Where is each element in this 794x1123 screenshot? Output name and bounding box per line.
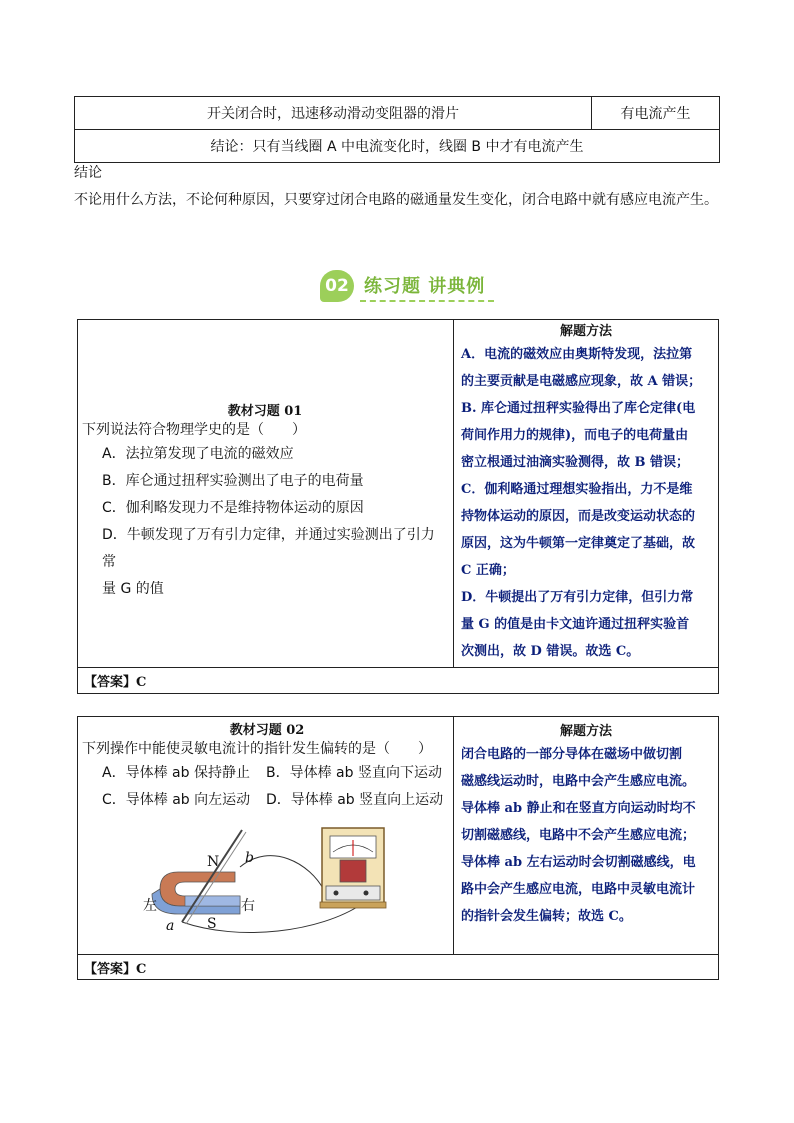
solution-line: C．伽利略通过理想实验指出，力不是维 xyxy=(461,482,693,497)
solution-line: 导体棒 ab 左右运动时会切割磁感线，电 xyxy=(461,855,696,870)
conclusion-label: 结论 xyxy=(74,165,102,181)
solution-line: 荷间作用力的规律)，而电子的电荷量由 xyxy=(461,428,689,443)
solution-line: 的主要贡献是电磁感应现象，故 A 错误； xyxy=(461,374,702,389)
solution-line: C 正确； xyxy=(461,563,515,578)
problem2-divider xyxy=(453,716,454,954)
left-direction-label: 左 xyxy=(143,898,157,914)
problem1-option-d: D．牛顿发现了万有引力定律，并通过实验测出了引力常 xyxy=(102,527,435,570)
problem2-option-d: D．导体棒 ab 竖直向上运动 xyxy=(266,792,444,808)
solution-line: 原因，这为牛顿第一定律奠定了基础，故 xyxy=(461,536,696,551)
problem2-question-block xyxy=(82,719,452,814)
problem1-option-d-cont: 量 G 的值 xyxy=(102,581,164,597)
conclusion-text: 不论用什么方法，不论何种原因，只要穿过闭合电路的磁通量发生变化，闭合电路中就有感应电流产生。 xyxy=(74,192,718,208)
problem1-divider xyxy=(453,319,454,667)
magnet-s-label: S xyxy=(207,916,217,932)
problem2-question: 下列操作中能使灵敏电流计的指针发生偏转的是（ ） xyxy=(82,741,432,757)
problem1-option-c: C．伽利略发现力不是维持物体运动的原因 xyxy=(102,500,364,516)
rod-end-b-label: b xyxy=(245,850,254,866)
right-direction-label: 右 xyxy=(241,898,255,914)
section-title: 练习题 讲典例 xyxy=(364,276,486,297)
problem1-solution xyxy=(461,320,711,665)
table-cell-operation: 开关闭合时，迅速移动滑动变阻器的滑片 xyxy=(75,97,592,130)
experiment-table xyxy=(74,96,720,163)
problem2-title: 教材习题 02 xyxy=(229,723,305,738)
section-header xyxy=(320,268,500,304)
rod-end-a-label: a xyxy=(166,918,175,934)
solution-line: 持物体运动的原因，而是改变运动状态的 xyxy=(461,509,696,524)
solution-line: 切割磁感线，电路中不会产生感应电流； xyxy=(461,828,696,843)
solution-line: 量 G 的值是由卡文迪许通过扭秤实验首 xyxy=(461,617,690,632)
problem2-answer-divider xyxy=(77,954,718,955)
table-cell-conclusion: 结论：只有当线圈 A 中电流变化时，线圈 B 中才有电流产生 xyxy=(75,130,720,163)
problem1-solution-title: 解题方法 xyxy=(559,324,612,339)
section-underline xyxy=(360,300,494,302)
table-cell-result: 有电流产生 xyxy=(592,97,720,130)
problem2-option-b: B．导体棒 ab 竖直向下运动 xyxy=(266,765,442,781)
problem1-title: 教材习题 01 xyxy=(227,404,303,419)
solution-line: B. 库仑通过扭秤实验得出了库仑定律(电 xyxy=(461,401,696,416)
problem2-option-c: C．导体棒 ab 向左运动 xyxy=(102,792,251,808)
solution-line: 导体棒 ab 静止和在竖直方向运动时均不 xyxy=(461,801,696,816)
induction-apparatus-figure xyxy=(140,822,400,940)
problem1-question-block xyxy=(82,400,448,603)
solution-line: A．电流的磁效应由奥斯特发现，法拉第 xyxy=(461,347,693,362)
galvanometer xyxy=(320,828,386,908)
magnet-n-label: N xyxy=(207,854,220,870)
section-number-badge: 02 xyxy=(320,270,354,302)
solution-line: 的指针会发生偏转；故选 C。 xyxy=(461,909,632,924)
solution-line: D．牛顿提出了万有引力定律，但引力常 xyxy=(461,590,694,605)
problem1-option-a: A．法拉第发现了电流的磁效应 xyxy=(102,446,294,462)
solution-line: 密立根通过油滴实验测得，故 B 错误； xyxy=(461,455,690,470)
solution-line: 磁感线运动时，电路中会产生感应电流。 xyxy=(461,774,696,789)
horseshoe-magnet xyxy=(152,872,240,914)
problem1-option-b: B．库仑通过扭秤实验测出了电子的电荷量 xyxy=(102,473,364,489)
problem1-answer: 【答案】C xyxy=(84,675,147,690)
solution-line: 次测出，故 D 错误。故选 C。 xyxy=(461,644,640,659)
problem2-option-a: A．导体棒 ab 保持静止 xyxy=(102,765,250,781)
problem1-question: 下列说法符合物理学史的是（ ） xyxy=(82,422,306,438)
solution-line: 路中会产生感应电流，电路中灵敏电流计 xyxy=(461,882,696,897)
problem2-solution-title: 解题方法 xyxy=(559,724,612,739)
solution-line: 闭合电路的一部分导体在磁场中做切割 xyxy=(461,747,683,762)
problem1-answer-divider xyxy=(77,667,718,668)
problem2-solution xyxy=(461,720,711,930)
problem2-answer: 【答案】C xyxy=(84,962,147,977)
